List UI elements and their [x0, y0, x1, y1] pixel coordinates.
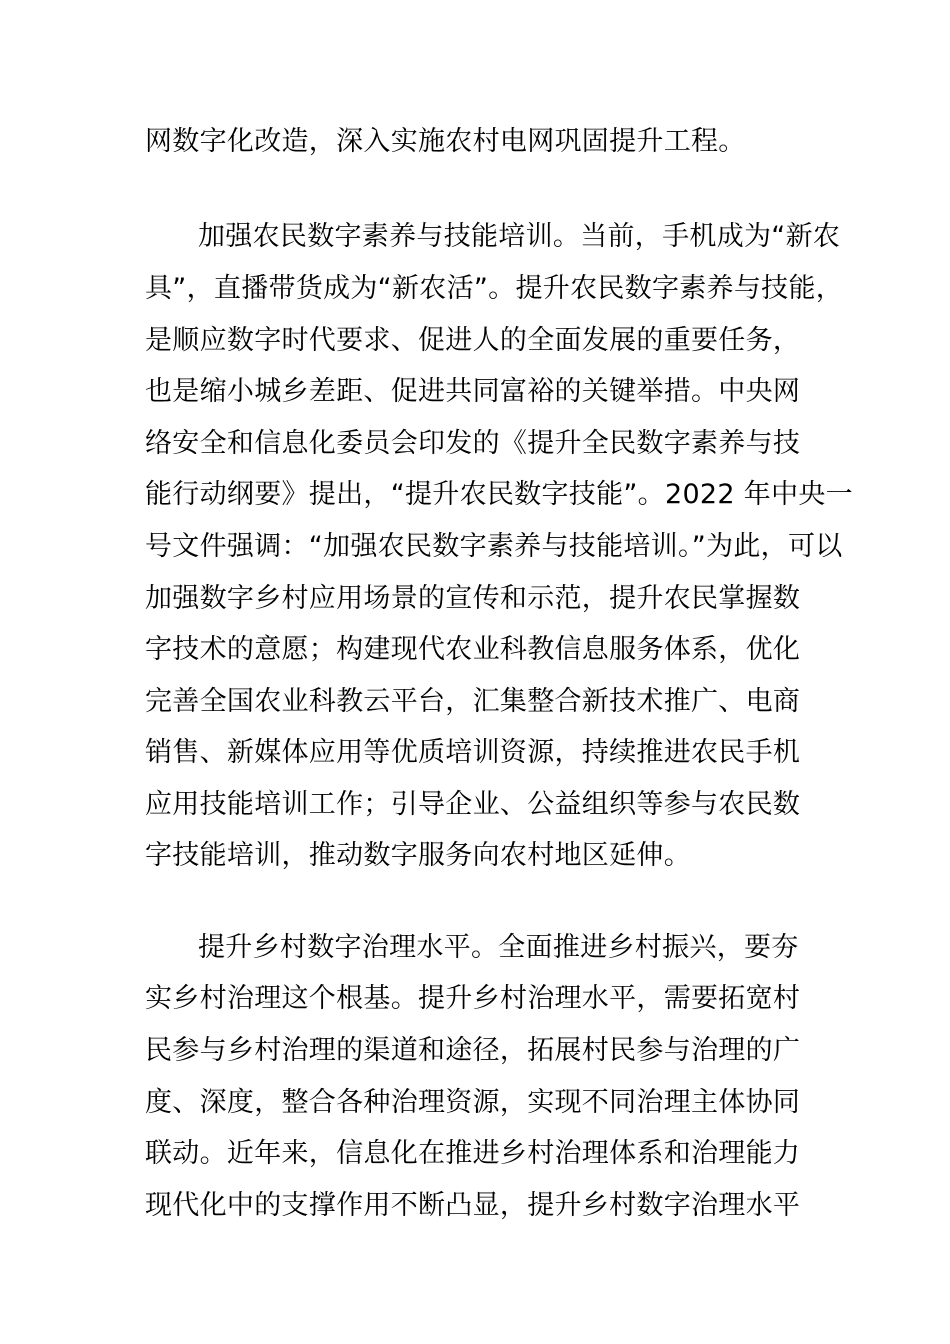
text-line: 完善全国农业科教云平台，汇集整合新技术推广、电商 — [145, 686, 801, 717]
text-line: 号文件强调：“加强农民数字素养与技能培训。”为此，可以 — [145, 531, 843, 562]
text-line: 民参与乡村治理的渠道和途径，拓展村民参与治理的广 — [145, 1035, 801, 1066]
text-line: 加强数字乡村应用场景的宣传和示范，提升农民掌握数 — [145, 583, 801, 614]
text-line: 字技术的意愿；构建现代农业科教信息服务体系，优化 — [145, 634, 801, 665]
paragraph-first-line: 加强农民数字素养与技能培训。当前，手机成为“新农 — [198, 221, 841, 252]
text-line: 具”，直播带货成为“新农活”。提升农民数字素养与技能， — [145, 273, 844, 304]
text-line: 网数字化改造，深入实施农村电网巩固提升工程。 — [145, 126, 746, 157]
text-line: 络安全和信息化委员会印发的《提升全民数字素养与技 — [145, 428, 801, 459]
text-line: 联动。近年来，信息化在推进乡村治理体系和治理能力 — [145, 1138, 801, 1169]
text-line: 能行动纲要》提出，“提升农民数字技能”。2022 年中央一 — [145, 479, 853, 510]
text-line: 是顺应数字时代要求、促进人的全面发展的重要任务， — [145, 325, 801, 356]
text-line: 也是缩小城乡差距、促进共同富裕的关键举措。中央网 — [145, 376, 801, 407]
text-line: 销售、新媒体应用等优质培训资源，持续推进农民手机 — [145, 737, 801, 768]
text-line: 度、深度，整合各种治理资源，实现不同治理主体协同 — [145, 1087, 801, 1118]
text-line: 现代化中的支撑作用不断凸显，提升乡村数字治理水平 — [145, 1190, 801, 1221]
text-line: 字技能培训，推动数字服务向农村地区延伸。 — [145, 840, 691, 871]
text-line: 实乡村治理这个根基。提升乡村治理水平，需要拓宽村 — [145, 983, 801, 1014]
paragraph-first-line: 提升乡村数字治理水平。全面推进乡村振兴，要夯 — [198, 932, 799, 963]
text-line: 应用技能培训工作；引导企业、公益组织等参与农民数 — [145, 789, 801, 820]
